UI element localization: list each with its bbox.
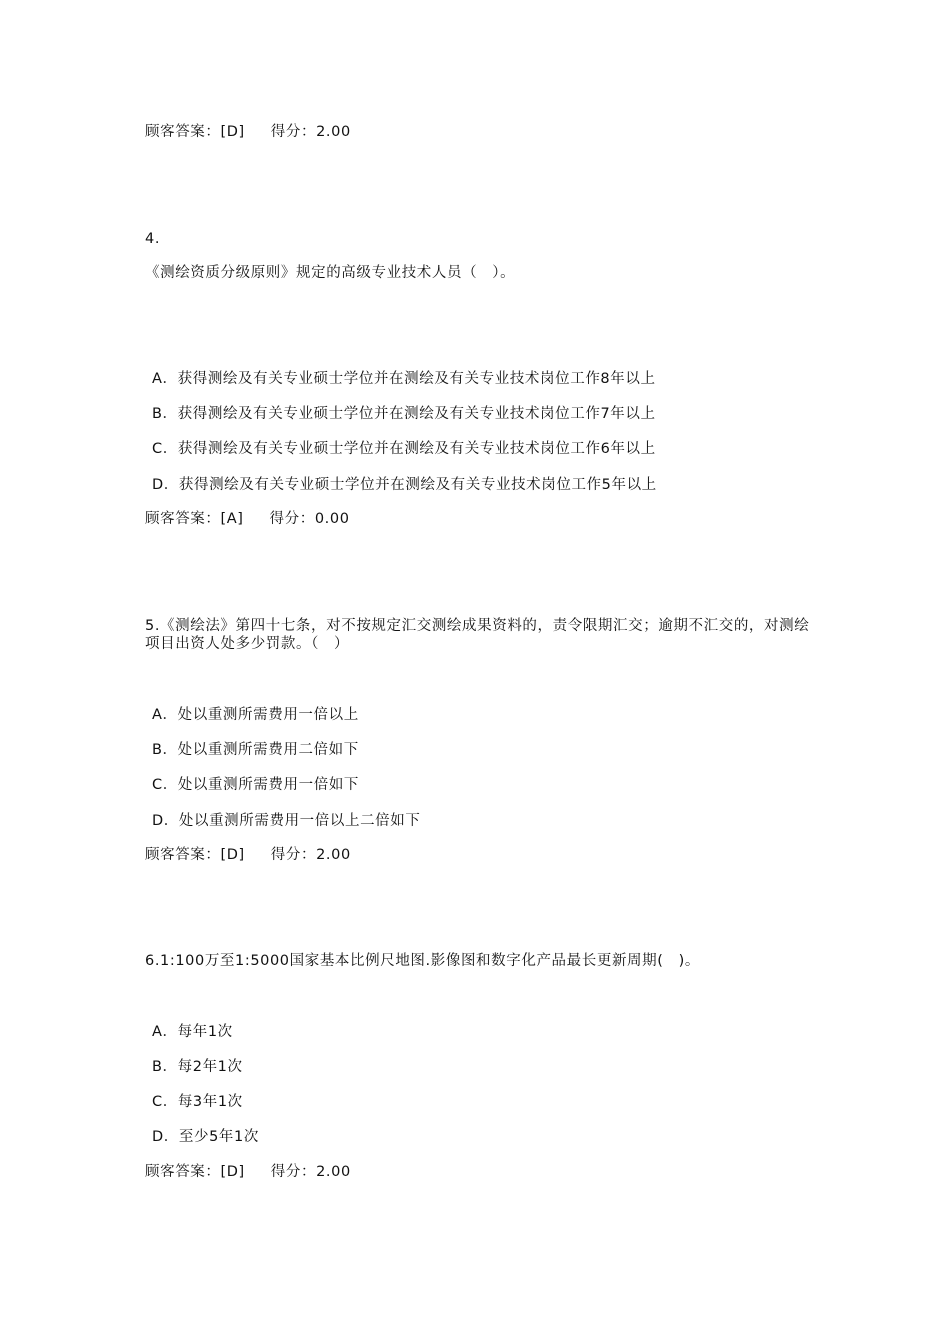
answer-line (145, 510, 350, 528)
option-b: B．每2年1次 (152, 1059, 243, 1075)
option-b: B．获得测绘及有关专业硕士学位并在测绘及有关专业技术岗位工作7年以上 (152, 406, 656, 422)
option-d: D．至少5年1次 (152, 1129, 259, 1145)
answer-line (145, 1163, 351, 1181)
option-a: A．获得测绘及有关专业硕士学位并在测绘及有关专业技术岗位工作8年以上 (152, 371, 656, 387)
score: 得分：2.00 (270, 1164, 351, 1180)
option-d: D．处以重测所需费用一倍以上二倍如下 (152, 813, 421, 829)
question-stem: 《测绘资质分级原则》规定的高级专业技术人员（ ）。 (145, 265, 516, 281)
option-d: D．获得测绘及有关专业硕士学位并在测绘及有关专业技术岗位工作5年以上 (152, 477, 657, 493)
score: 得分：2.00 (270, 847, 351, 863)
question-stem: 6.1:100万至1:5000国家基本比例尺地图.影像图和数字化产品最长更新周期( )。 (145, 953, 700, 969)
question-number: 4. (145, 231, 161, 247)
option-b: B．处以重测所需费用二倍如下 (152, 742, 359, 758)
customer-answer: 顾客答案：[D] (145, 847, 245, 863)
customer-answer: 顾客答案：[A] (145, 511, 244, 527)
question-stem: 5.《测绘法》第四十七条，对不按规定汇交测绘成果资料的，责令限期汇交；逾期不汇交的，对测绘项目出资人处多少罚款。（ ） (145, 618, 810, 652)
option-a: A．每年1次 (152, 1024, 233, 1040)
option-c: C．处以重测所需费用一倍如下 (152, 777, 360, 793)
option-a: A．处以重测所需费用一倍以上 (152, 707, 359, 723)
answer-line (145, 846, 351, 864)
customer-answer: 顾客答案：[D] (145, 124, 245, 140)
answer-line-prev (145, 123, 351, 141)
score: 得分：2.00 (270, 124, 351, 140)
score: 得分：0.00 (269, 511, 350, 527)
customer-answer: 顾客答案：[D] (145, 1164, 245, 1180)
option-c: C．获得测绘及有关专业硕士学位并在测绘及有关专业技术岗位工作6年以上 (152, 441, 656, 457)
option-c: C．每3年1次 (152, 1094, 243, 1110)
